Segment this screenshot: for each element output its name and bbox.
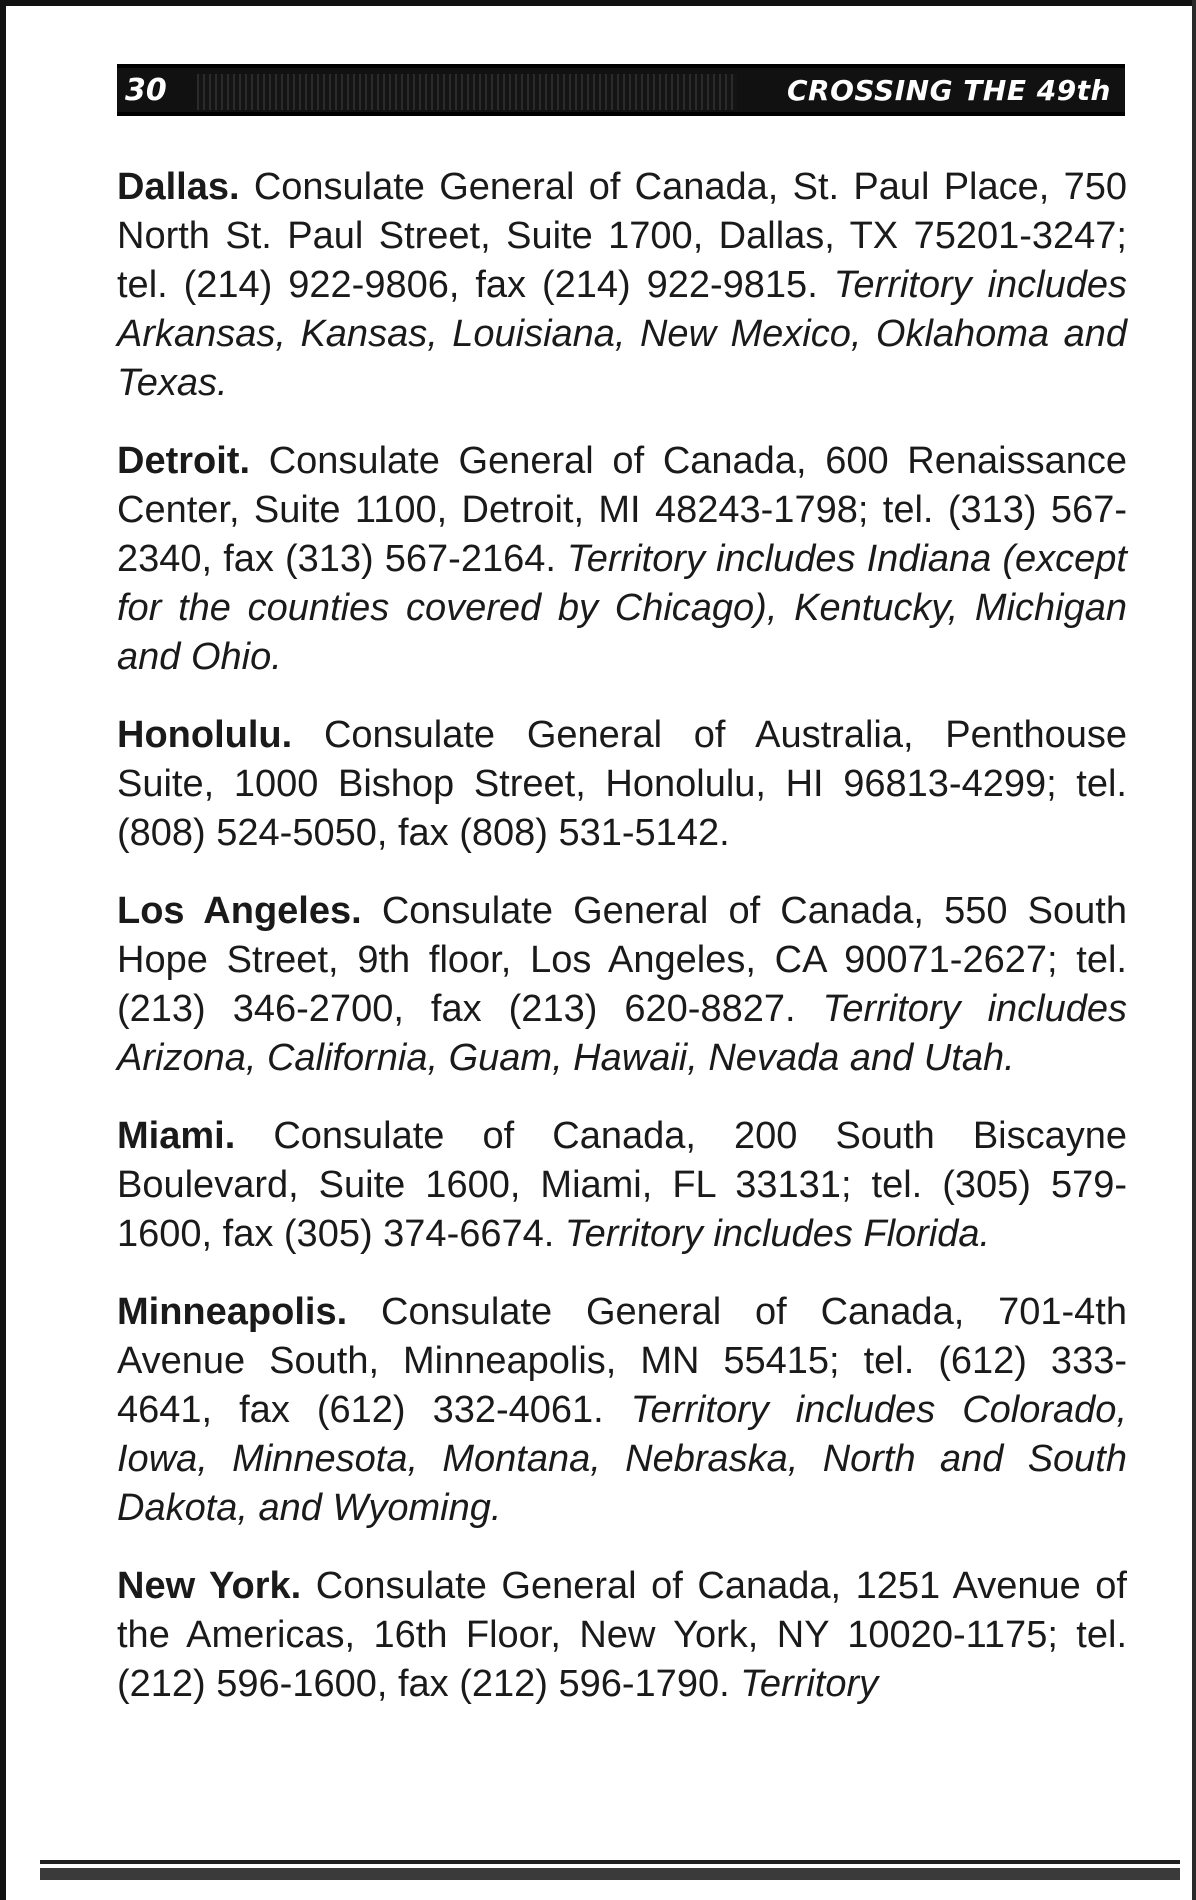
scan-edge-left [0, 0, 6, 1900]
entry-details: Consulate General of Canada, 701-4th Avenue South, Minneapolis, MN 55415; tel. (612) 333-4641, fax (612) 332-4061. [117, 1291, 1128, 1431]
consulate-entry-honolulu [117, 711, 1127, 858]
consulate-list [117, 163, 1127, 1738]
entry-city: Minneapolis. [117, 1291, 348, 1333]
entry-city: New York. [117, 1565, 302, 1607]
consulate-entry-minneapolis [117, 1288, 1127, 1533]
entry-territory: Territory includes Colorado, Iowa, Minnesota, Montana, Nebraska, North and South Dakota, and Wyoming. [117, 1389, 1127, 1529]
entry-city: Dallas. [117, 166, 240, 208]
entry-details: Consulate General of Canada, 1251 Avenue of the Americas, 16th Floor, New York, NY 10020-1175; tel. (212) 596-1600, fax (212) 596-1790. [117, 1565, 1127, 1705]
entry-territory: Territory includes Arkansas, Kansas, Louisiana, New Mexico, Oklahoma and Texas. [117, 264, 1128, 404]
consulate-entry-detroit [117, 437, 1127, 682]
footer-rule [40, 1856, 1180, 1880]
consulate-entry-dallas [117, 163, 1127, 408]
entry-territory: Territory [740, 1663, 879, 1705]
scan-edge-top [0, 0, 1196, 6]
entry-city: Miami. [117, 1115, 236, 1157]
running-title: CROSSING THE 49th [786, 74, 1111, 107]
entry-territory: Territory includes Arizona, California, Guam, Hawaii, Nevada and Utah. [117, 988, 1128, 1079]
page-header-bar [117, 64, 1125, 116]
page-number: 30 [125, 73, 167, 108]
consulate-entry-los-angeles [117, 887, 1127, 1083]
entry-details: Consulate of Canada, 200 South Biscayne Boulevard, Suite 1600, Miami, FL 33131; tel. (305) 579-1600, fax (305) 374-6674. [117, 1115, 1128, 1255]
entry-city: Los Angeles. [117, 890, 362, 932]
entry-details: Consulate General of Canada, St. Paul Place, 750 North St. Paul Street, Suite 1700, Dallas, TX 75201-3247; tel. (214) 922-9806, fax (214) 922-9815. [117, 166, 1127, 306]
consulate-entry-new-york [117, 1562, 1127, 1709]
consulate-entry-miami [117, 1112, 1127, 1259]
entry-city: Detroit. [117, 440, 250, 482]
entry-territory: Territory includes Indiana (except for the counties covered by Chicago), Kentucky, Michigan and Ohio. [117, 538, 1127, 678]
entry-territory: Territory includes Florida. [564, 1213, 991, 1255]
scan-edge-right [1192, 0, 1196, 1900]
header-texture [197, 74, 737, 110]
entry-city: Honolulu. [117, 714, 293, 756]
entry-details: Consulate General of Australia, Penthouse Suite, 1000 Bishop Street, Honolulu, HI 96813-4299; tel. (808) 524-5050, fax (808) 531-5142. [117, 714, 1127, 854]
entry-details: Consulate General of Canada, 600 Renaissance Center, Suite 1100, Detroit, MI 48243-1798; tel. (313) 567-2340, fax (313) 567-2164. [117, 440, 1127, 580]
entry-details: Consulate General of Canada, 550 South Hope Street, 9th floor, Los Angeles, CA 90071-2627; tel. (213) 346-2700, fax (213) 620-8827. [117, 890, 1127, 1030]
